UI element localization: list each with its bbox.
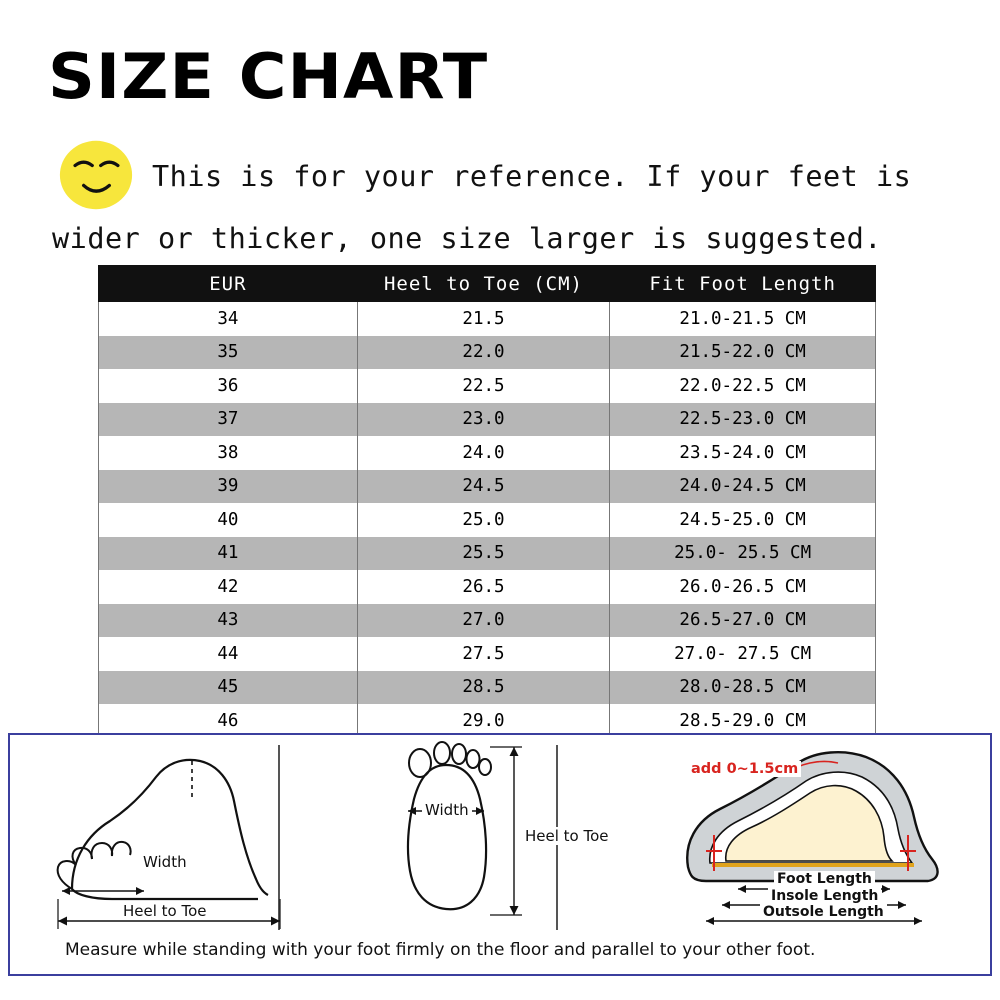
table-cell: 46 — [99, 704, 358, 738]
table-cell: 22.5-23.0 CM — [610, 403, 876, 437]
table-cell: 34 — [99, 302, 358, 336]
table-cell: 24.0 — [357, 436, 610, 470]
table-cell: 22.0-22.5 CM — [610, 369, 876, 403]
table-cell: 25.5 — [357, 537, 610, 571]
table-cell: 28.5 — [357, 671, 610, 705]
table-cell: 25.0- 25.5 CM — [610, 537, 876, 571]
table-cell: 44 — [99, 637, 358, 671]
reference-text — [52, 146, 982, 270]
foot-length-label: Foot Length — [774, 871, 875, 887]
table-cell: 26.5-27.0 CM — [610, 604, 876, 638]
table-row — [99, 671, 876, 705]
top-foot-width-label: Width — [422, 801, 472, 819]
table-cell: 28.5-29.0 CM — [610, 704, 876, 738]
column-header-fit-foot-length: Fit Foot Length — [610, 266, 876, 302]
table-row — [99, 403, 876, 437]
table-cell: 24.0-24.5 CM — [610, 470, 876, 504]
column-header-heel-to-toe: Heel to Toe (CM) — [357, 266, 610, 302]
table-row — [99, 537, 876, 571]
table-cell: 23.0 — [357, 403, 610, 437]
table-cell: 23.5-24.0 CM — [610, 436, 876, 470]
table-cell: 36 — [99, 369, 358, 403]
table-cell: 41 — [99, 537, 358, 571]
table-cell: 38 — [99, 436, 358, 470]
table-cell: 27.0- 27.5 CM — [610, 637, 876, 671]
table-cell: 43 — [99, 604, 358, 638]
table-header-row — [99, 266, 876, 302]
table-cell: 40 — [99, 503, 358, 537]
table-row — [99, 369, 876, 403]
table-cell: 28.0-28.5 CM — [610, 671, 876, 705]
table-cell: 27.0 — [357, 604, 610, 638]
table-row — [99, 336, 876, 370]
table-cell: 39 — [99, 470, 358, 504]
top-foot-diagram — [370, 739, 650, 935]
table-row — [99, 637, 876, 671]
top-foot-length-label: Heel to Toe — [522, 827, 612, 845]
table-cell: 21.5 — [357, 302, 610, 336]
table-cell: 22.5 — [357, 369, 610, 403]
table-cell: 26.5 — [357, 570, 610, 604]
column-header-eur: EUR — [99, 266, 358, 302]
table-cell: 35 — [99, 336, 358, 370]
side-foot-length-label: Heel to Toe — [120, 902, 210, 920]
table-cell: 45 — [99, 671, 358, 705]
table-cell: 21.5-22.0 CM — [610, 336, 876, 370]
table-row — [99, 570, 876, 604]
table-cell: 29.0 — [357, 704, 610, 738]
page-title: SIZE CHART — [48, 40, 489, 113]
table-row — [99, 470, 876, 504]
reference-line-1: This is for your reference. If your feet is — [152, 160, 912, 193]
table-row — [99, 503, 876, 537]
table-cell: 24.5-25.0 CM — [610, 503, 876, 537]
measurement-diagram-panel — [8, 733, 992, 976]
shoe-add-gap-label: add 0~1.5cm — [688, 761, 801, 777]
reference-line-2: wider or thicker, one size larger is suggested. — [52, 222, 882, 255]
table-cell: 37 — [99, 403, 358, 437]
table-row — [99, 302, 876, 336]
size-chart-table — [98, 265, 876, 772]
table-cell: 21.0-21.5 CM — [610, 302, 876, 336]
table-cell: 42 — [99, 570, 358, 604]
table-row — [99, 436, 876, 470]
table-cell: 27.5 — [357, 637, 610, 671]
side-foot-width-label: Width — [140, 853, 190, 871]
table-cell: 25.0 — [357, 503, 610, 537]
table-row — [99, 604, 876, 638]
table-cell: 24.5 — [357, 470, 610, 504]
outsole-length-label: Outsole Length — [760, 904, 887, 920]
insole-length-label: Insole Length — [768, 888, 881, 904]
table-cell: 22.0 — [357, 336, 610, 370]
side-foot-diagram — [32, 739, 342, 935]
shoe-cutaway-diagram — [670, 739, 980, 935]
measurement-note: Measure while standing with your foot firmly on the floor and parallel to your other foot. — [65, 940, 816, 960]
table-cell: 26.0-26.5 CM — [610, 570, 876, 604]
